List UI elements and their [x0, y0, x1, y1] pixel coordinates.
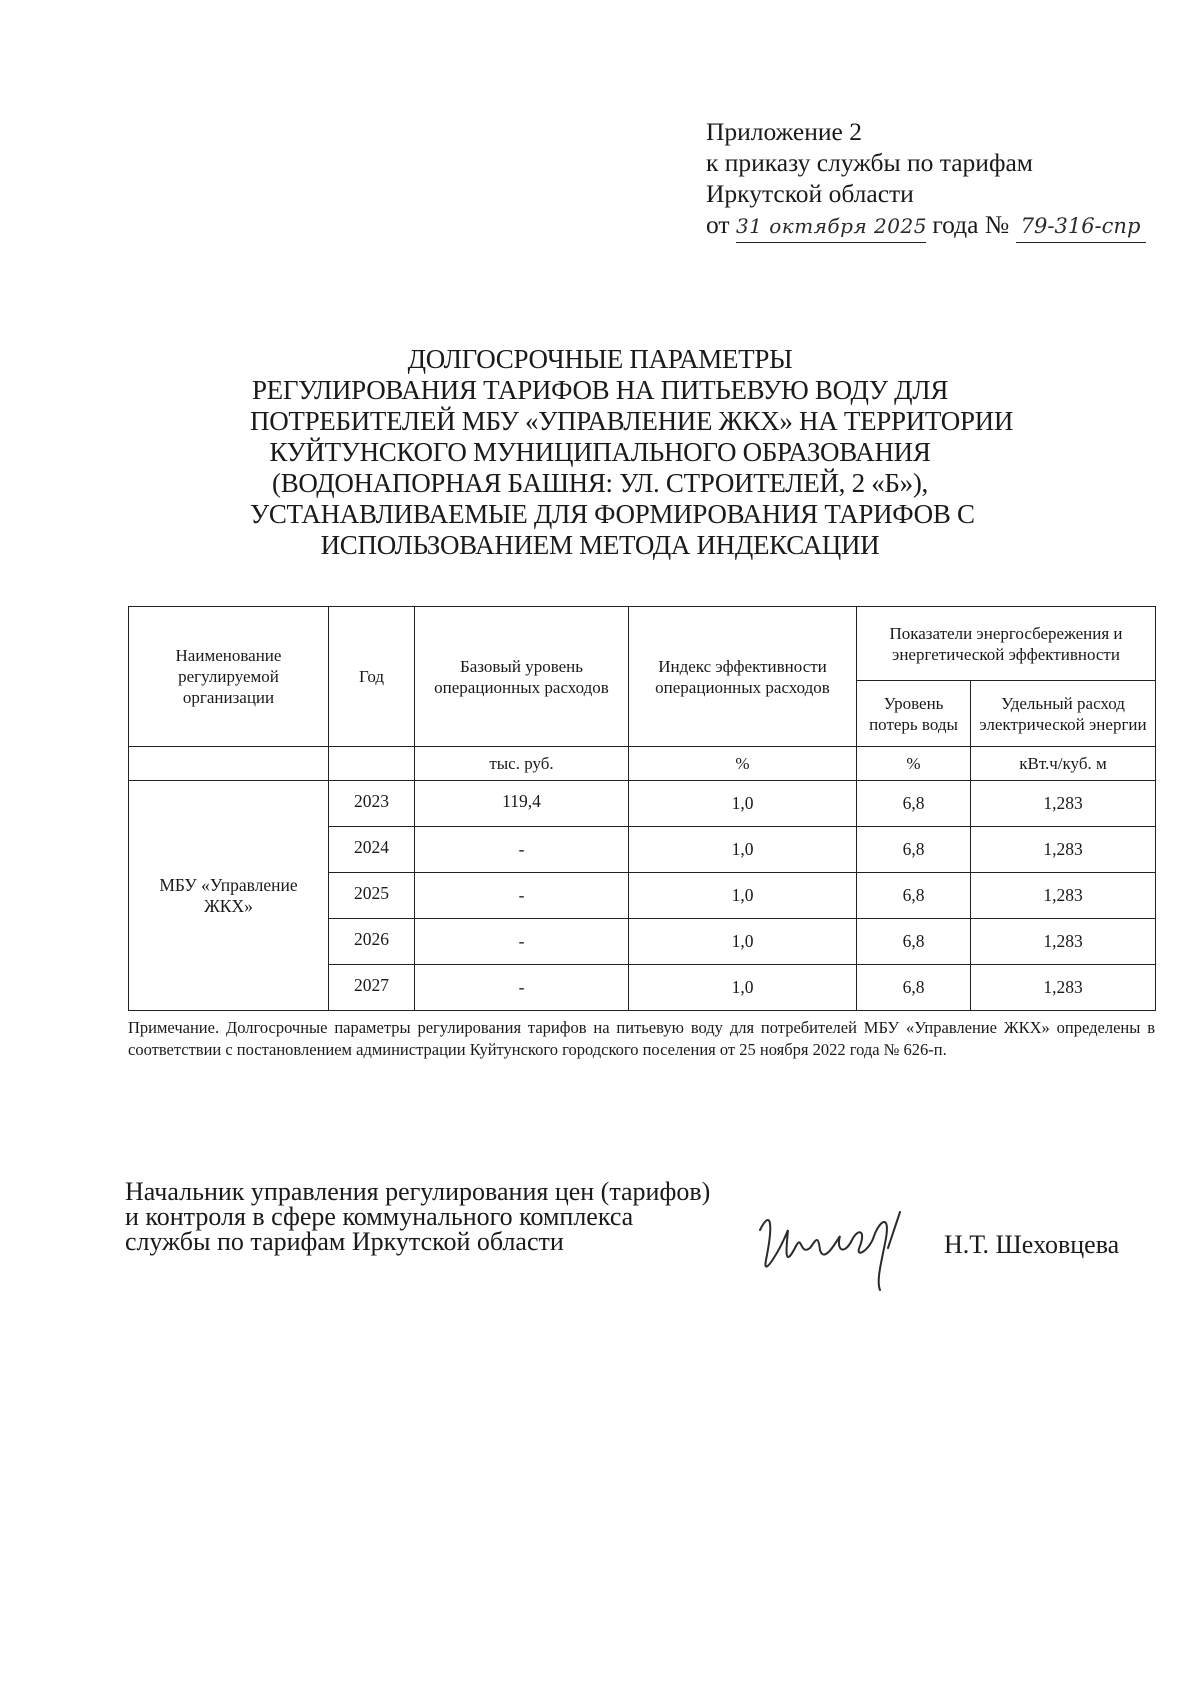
appendix-line-3: Иркутской области [706, 179, 914, 208]
title-line-6: УСТАНАВЛИВАЕМЫЕ ДЛЯ ФОРМИРОВАНИЯ ТАРИФОВ С [250, 499, 975, 529]
cell-specific: 1,283 [971, 965, 1156, 1011]
year-number-label: года № [932, 210, 1010, 239]
units-org-empty [129, 747, 329, 781]
handwritten-order-number: 79-316-спр [1016, 211, 1146, 243]
cell-specific: 1,283 [971, 827, 1156, 873]
cell-year: 2027 [329, 965, 415, 1011]
cell-base: - [415, 873, 629, 919]
header-water-loss: Уровень потерь воды [857, 681, 971, 747]
appendix-header [706, 116, 1146, 243]
cell-loss: 6,8 [857, 873, 971, 919]
appendix-order-line [706, 209, 1146, 243]
from-label: от [706, 210, 730, 239]
cell-specific: 1,283 [971, 781, 1156, 827]
note-text: Примечание. Долгосрочные параметры регулирования тарифов на питьевую воду для потребителей МБУ «Управление ЖКХ» определены в соответствии с постановлением администрации Куйтунского городского поселения от 25 ноября 2022 года № 626-п. [128, 1018, 1155, 1059]
cell-base: 119,4 [415, 781, 629, 827]
cell-specific: 1,283 [971, 873, 1156, 919]
title-line-7: ИСПОЛЬЗОВАНИЕМ МЕТОДА ИНДЕКСАЦИИ [320, 530, 880, 560]
cell-year: 2023 [329, 781, 415, 827]
title-line-4: КУЙТУНСКОГО МУНИЦИПАЛЬНОГО ОБРАЗОВАНИЯ [269, 437, 931, 467]
cell-loss: 6,8 [857, 781, 971, 827]
title-line-3: ПОТРЕБИТЕЛЕЙ МБУ «УПРАВЛЕНИЕ ЖКХ» НА ТЕРРИТОРИИ [250, 406, 1014, 436]
signature-block [125, 1179, 710, 1254]
cell-loss: 6,8 [857, 827, 971, 873]
document-title [250, 344, 1014, 561]
handwritten-date: 31 октября 2025 [736, 211, 926, 243]
cell-index: 1,0 [629, 965, 857, 1011]
cell-base: - [415, 919, 629, 965]
header-energy-group: Показатели энергосбережения и энергетической эффективности [857, 607, 1156, 681]
cell-index: 1,0 [629, 873, 857, 919]
cell-index: 1,0 [629, 781, 857, 827]
unit-loss: % [857, 747, 971, 781]
cell-year: 2024 [329, 827, 415, 873]
signer-position-line-2: и контроля в сфере коммунального комплекса [125, 1202, 634, 1231]
org-name-cell: МБУ «Управление ЖКХ» [129, 781, 329, 1011]
handwritten-signature [740, 1190, 940, 1300]
title-line-5: (ВОДОНАПОРНАЯ БАШНЯ: УЛ. СТРОИТЕЛЕЙ, 2 «Б»), [272, 468, 928, 498]
title-line-1: ДОЛГОСРОЧНЫЕ ПАРАМЕТРЫ [407, 344, 793, 374]
unit-specific: кВт.ч/куб. м [971, 747, 1156, 781]
units-year-empty [329, 747, 415, 781]
unit-base: тыс. руб. [415, 747, 629, 781]
title-line-2: РЕГУЛИРОВАНИЯ ТАРИФОВ НА ПИТЬЕВУЮ ВОДУ ДЛЯ [251, 375, 949, 405]
parameters-table [128, 606, 1156, 1011]
cell-specific: 1,283 [971, 919, 1156, 965]
cell-base: - [415, 965, 629, 1011]
header-base-level: Базовый уровень операционных расходов [415, 607, 629, 747]
cell-loss: 6,8 [857, 919, 971, 965]
table-row [129, 781, 1156, 827]
header-year: Год [329, 607, 415, 747]
cell-index: 1,0 [629, 919, 857, 965]
cell-year: 2025 [329, 873, 415, 919]
cell-base: - [415, 827, 629, 873]
cell-loss: 6,8 [857, 965, 971, 1011]
header-specific-energy: Удельный расход электрической энергии [971, 681, 1156, 747]
appendix-line-2: к приказу службы по тарифам [706, 148, 1033, 177]
cell-index: 1,0 [629, 827, 857, 873]
signer-position-line-3: службы по тарифам Иркутской области [125, 1227, 564, 1256]
cell-year: 2026 [329, 919, 415, 965]
appendix-line-1: Приложение 2 [706, 117, 862, 146]
header-efficiency-index: Индекс эффективности операционных расходов [629, 607, 857, 747]
signer-position-line-1: Начальник управления регулирования цен (тарифов) [125, 1177, 711, 1206]
unit-index: % [629, 747, 857, 781]
signer-name: Н.Т. Шеховцева [944, 1230, 1120, 1259]
header-org: Наименование регулируемой организации [129, 607, 329, 747]
